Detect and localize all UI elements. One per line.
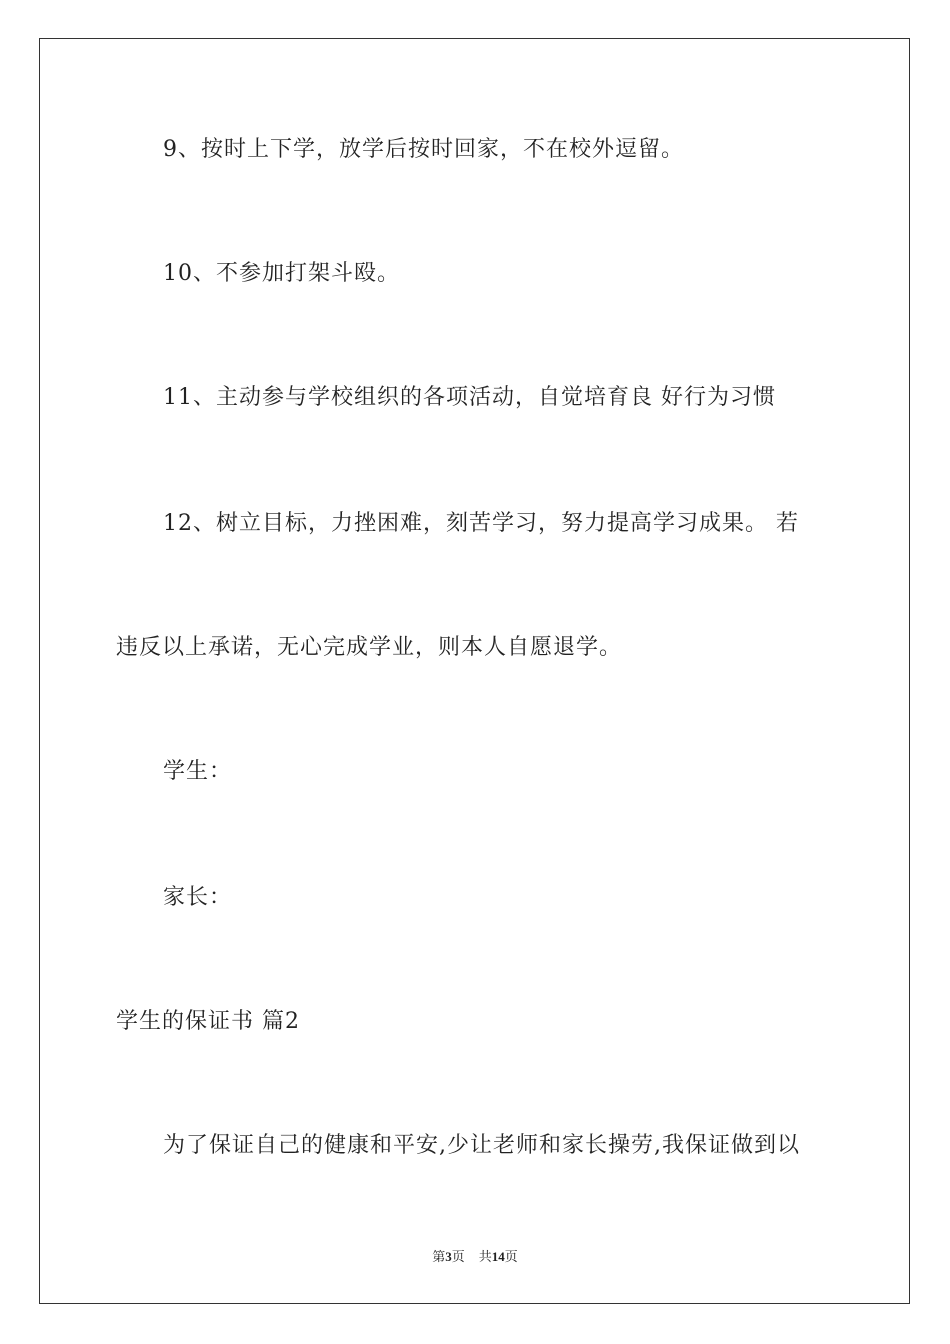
footer-page-number: 3: [445, 1249, 452, 1264]
student-signature-label: 学生：: [163, 759, 233, 784]
paragraph-item-9: 9、按时上下学，放学后按时回家，不在校外逗留。: [163, 137, 684, 162]
section-heading: 学生的保证书 篇2: [116, 1009, 300, 1034]
page-border: [39, 38, 910, 1304]
footer-total-pages: 14: [491, 1249, 505, 1264]
page-footer: [0, 1246, 950, 1265]
paragraph-continuation: 违反以上承诺，无心完成学业，则本人自愿退学。: [116, 635, 623, 660]
paragraph-item-12: 12、树立目标，力挫困难，刻苦学习，努力提高学习成果。 若: [163, 511, 799, 536]
paragraph-intro: 为了保证自己的健康和平安,少让老师和家长操劳,我保证做到以: [163, 1133, 800, 1158]
paragraph-item-11: 11、主动参与学校组织的各项活动，自觉培育良 好行为习惯: [163, 385, 776, 410]
footer-page-prefix: 第: [432, 1250, 446, 1265]
footer-page-suffix: 页: [451, 1250, 465, 1265]
footer-total-suffix: 页: [504, 1250, 518, 1265]
paragraph-item-10: 10、不参加打架斗殴。: [163, 261, 400, 286]
parent-signature-label: 家长：: [163, 885, 233, 910]
footer-total-prefix: 共: [478, 1250, 492, 1265]
